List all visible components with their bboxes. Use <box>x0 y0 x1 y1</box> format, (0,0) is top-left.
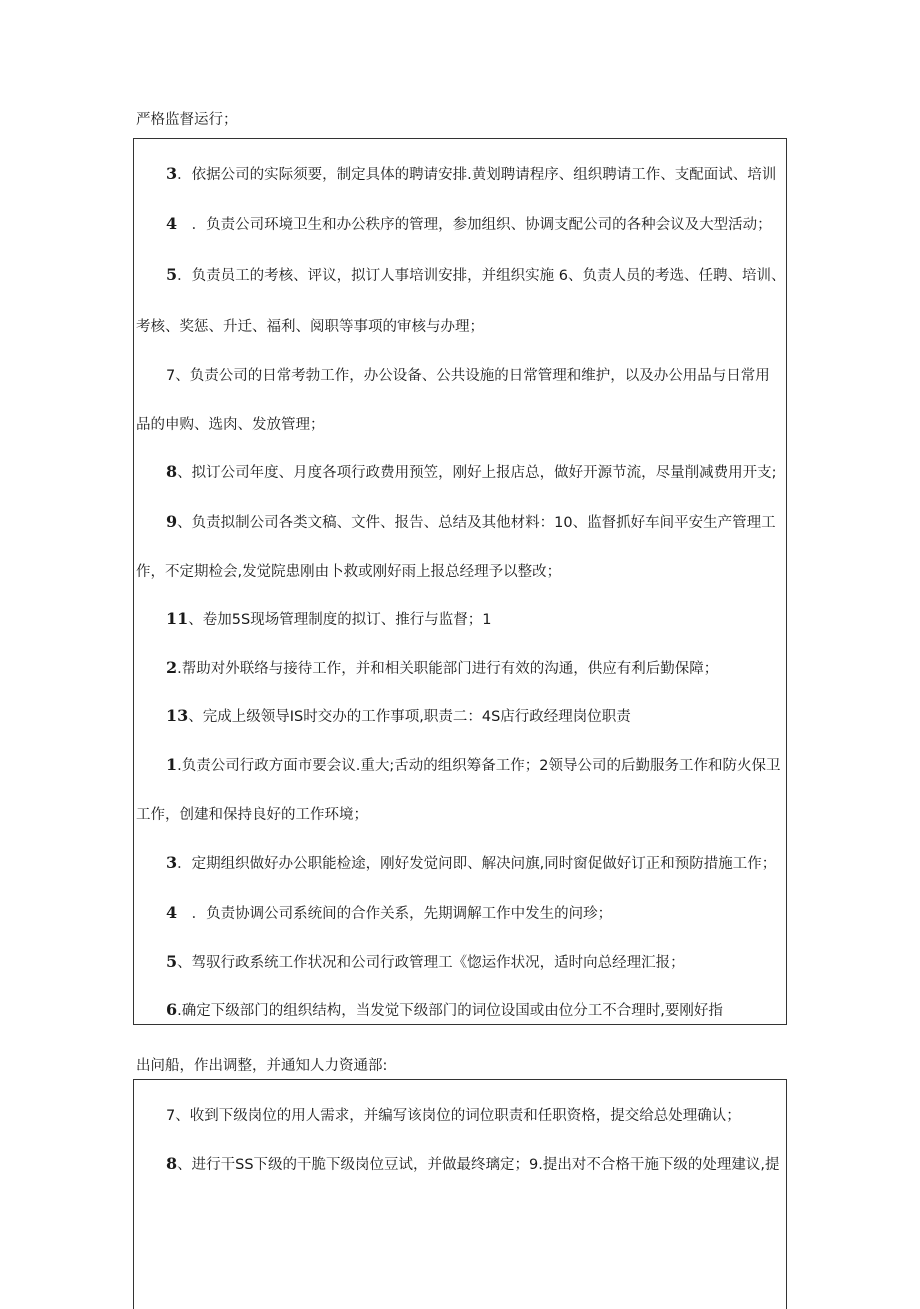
item-text: ．依据公司的实际须要，制定具体的聘请安排.黄划聘请程序、组织聘请工作、支配面试、培训 <box>177 167 777 183</box>
list-item <box>134 803 786 824</box>
item-number: 5 <box>166 952 178 971</box>
list-item <box>134 608 786 629</box>
item-text: 品的申购、选肉、发放管理； <box>136 417 325 433</box>
list-item <box>134 264 786 285</box>
outro-line: 出问船，作出调整，并通知人力资通部: <box>136 1058 388 1074</box>
item-number: 9 <box>166 512 178 531</box>
item-number: 2 <box>166 658 178 677</box>
responsibilities-table-2 <box>133 1079 787 1309</box>
list-item <box>134 852 786 873</box>
item-number: 11 <box>166 609 189 628</box>
item-text: 、负责拟制公司各类文稿、文件、报告、总结及其他材料：10、监督抓好车间平安生产管理工 <box>177 515 776 531</box>
item-text: 、拟订公司年度、月度各项行政费用预笠，刚好上报店总，做好开源节流，尽量削减费用开支; <box>177 465 777 481</box>
list-item <box>134 1104 786 1125</box>
item-text: ．负责公司环境卫生和办公秩序的管理，参加组织、协调支配公司的各种会议及大型活动； <box>177 217 772 233</box>
item-text: 、完成上级领导IS时交办的工作事项,职责二：4S店行政经理岗位职责 <box>188 709 631 725</box>
item-text: ．定期组织做好办公职能检途，刚好发觉问即、解决问旗,同时窗促做好订正和预防措施工作； <box>177 856 777 872</box>
list-item <box>134 754 786 775</box>
item-text: 考核、奖惩、升迁、福利、阅职等事项的审核与办理； <box>136 319 484 335</box>
item-text: 、卷加5S现场管理制度的拟订、推行与监督；1 <box>188 612 492 628</box>
item-text: 7、收到下级岗位的用人需求，并编写该岗位的词位职责和任职资格，提交给总处理确认； <box>166 1108 741 1124</box>
item-number: 4 <box>166 214 178 233</box>
item-text: .帮助对外联络与接待工作，并和相关职能部门进行有效的沟通，供应有利后勤保障； <box>177 661 719 677</box>
list-item <box>134 364 786 385</box>
list-item <box>134 902 786 923</box>
list-item <box>134 1153 786 1174</box>
item-text: .负责公司行政方面市要会议.重大;舌动的组织筹备工作；2领导公司的后勤服务工作和防火保卫 <box>177 758 781 774</box>
item-text: 、进行干SS下级的干脆下级岗位豆试，并做最终璃定；9.提出对不合格干施下级的处理建议,提 <box>177 1157 780 1173</box>
list-item <box>134 951 786 972</box>
item-number: 3 <box>166 164 178 183</box>
item-text: ．负责员工的考核、评议，拟订人事培训安排，并组织实施 6、负责人员的考选、任聘、培训、 <box>177 268 786 284</box>
item-text: 、驾驭行政系统工作状况和公司行政管理工《惚运作状况，适时向总经理汇报； <box>177 955 685 971</box>
item-text: 7、负责公司的日常考勃工作，办公设备、公共设施的日常管理和维护，以及办公用品与日常用 <box>166 368 770 384</box>
list-item <box>134 213 786 234</box>
item-text: 作，不定期检会,发觉院患刚由卜救或刚好雨上报总经理予以整改； <box>136 564 562 580</box>
item-text: .确定下级部门的组织结构，当发觉下级部门的词位设国或由位分工不合理时,要刚好指 <box>177 1003 723 1019</box>
list-item <box>134 315 786 336</box>
item-number: 4 <box>166 903 178 922</box>
list-item <box>134 163 786 184</box>
list-item <box>134 999 786 1020</box>
list-item <box>134 461 786 482</box>
intro-line: 严格监督运行； <box>136 112 238 128</box>
list-item <box>134 657 786 678</box>
list-item <box>134 560 786 581</box>
item-number: 5 <box>166 265 178 284</box>
item-number: 6 <box>166 1000 178 1019</box>
item-text: 工作，创建和保持良好的工作环境； <box>136 807 368 823</box>
list-item <box>134 511 786 532</box>
responsibilities-table-1 <box>133 138 787 1025</box>
item-number: 8 <box>166 1154 178 1173</box>
item-number: 13 <box>166 706 189 725</box>
list-item <box>134 413 786 434</box>
list-item <box>134 705 786 726</box>
item-number: 3 <box>166 853 178 872</box>
item-number: 1 <box>166 755 178 774</box>
item-text: ．负责协调公司系统间的合作关系，先期调解工作中发生的问珍； <box>177 906 613 922</box>
item-number: 8 <box>166 462 178 481</box>
